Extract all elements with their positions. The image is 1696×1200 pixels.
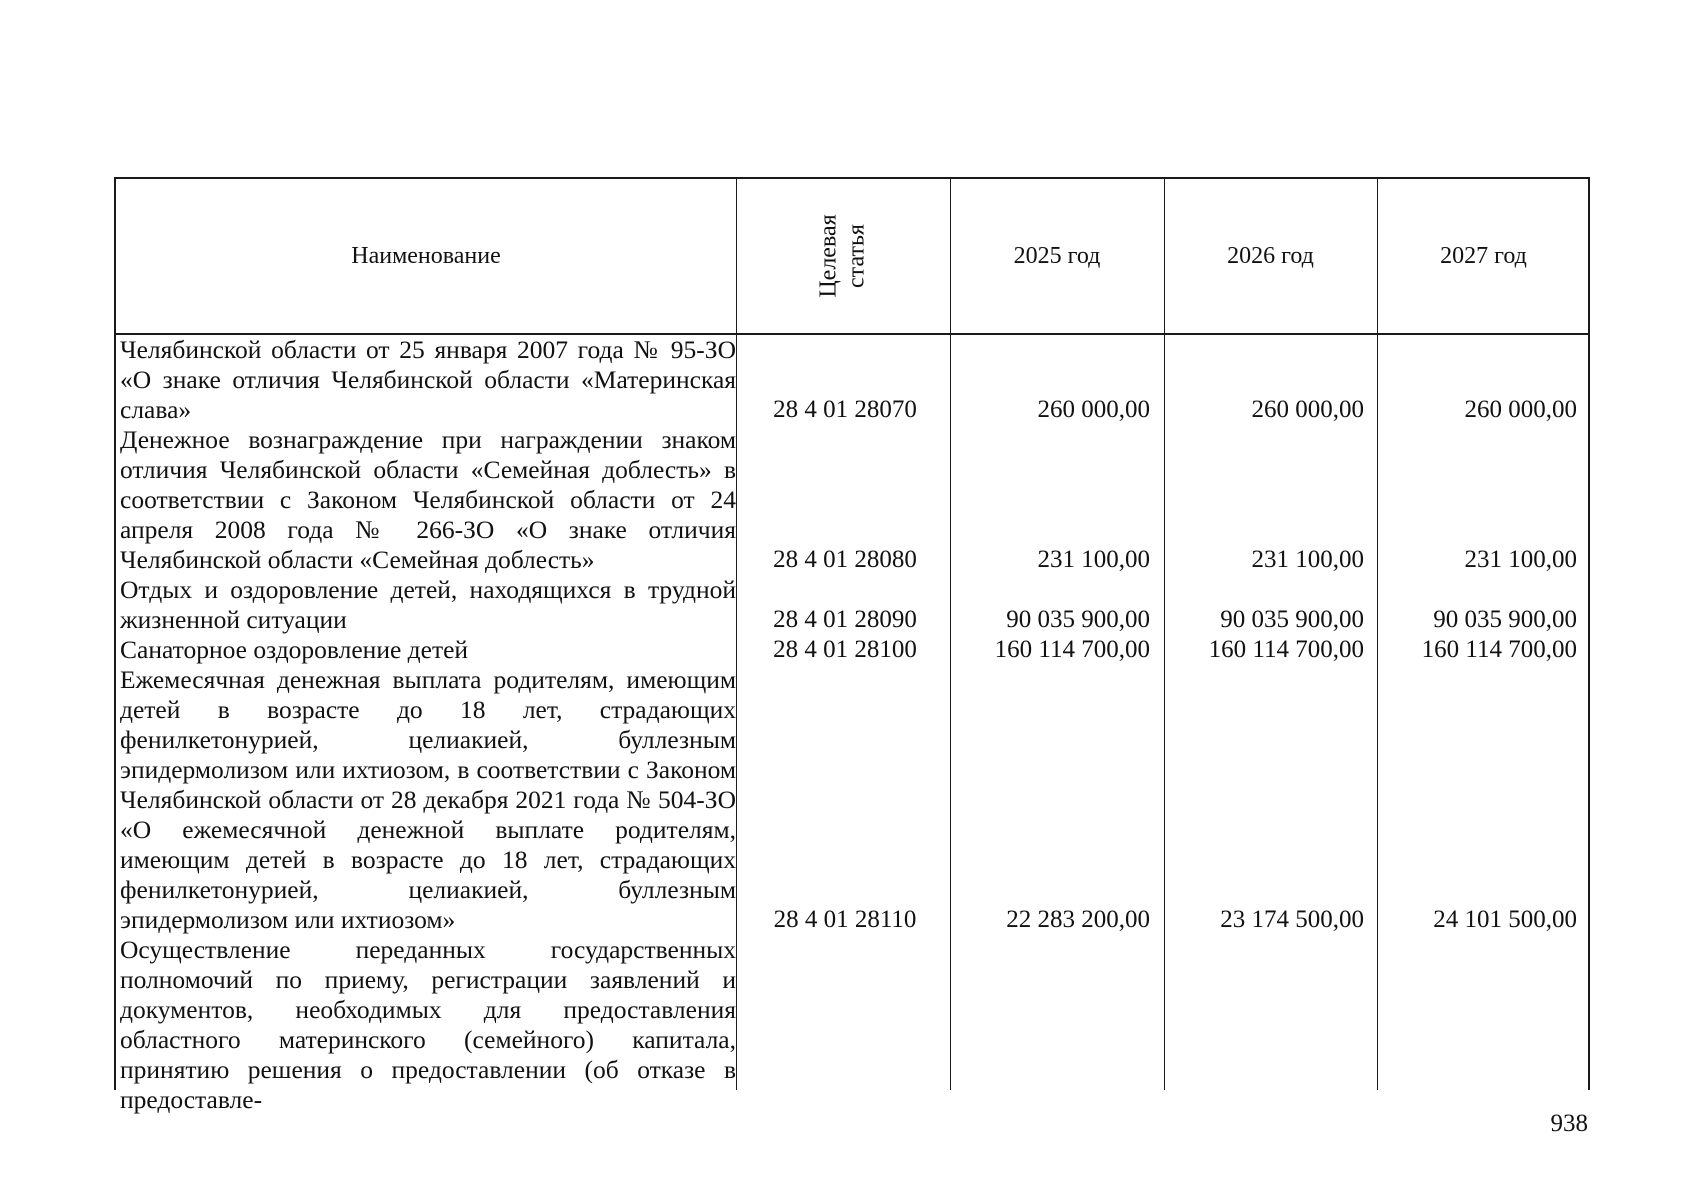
row-value-2025: 90 035 900,00 xyxy=(1006,606,1150,633)
row-value-2026: 23 174 500,00 xyxy=(1220,906,1364,933)
row-name: Санаторное оздоровление детей xyxy=(120,635,469,664)
row-name: Осуществление переданных государственных полномочий по приему, регистрации заявлений и документов, необходимых для предоставления областного материнского (семейного) капитала, принятию решения о предоставлении (об отказе в предоставле- xyxy=(120,935,736,1114)
header-year-2026 xyxy=(1164,179,1377,333)
row-code: 28 4 01 28090 xyxy=(773,606,917,633)
header-name xyxy=(116,179,736,333)
row-value-2025: 22 283 200,00 xyxy=(1006,906,1150,933)
row-name: Отдых и оздоровление детей, находящихся в трудной жизненной ситуации xyxy=(120,575,736,634)
row-value-2027: 90 035 900,00 xyxy=(1433,606,1577,633)
row-value-2025: 260 000,00 xyxy=(1037,396,1150,423)
row-name: Ежемесячная денежная выплата родителям, имеющим детей в возрасте до 18 лет, страдающих фенилкетонурией, целиакией, буллезным эпидермолизом или ихтиозом, в соответствии с Законом Челябинской области от 28 декабря 2021 года № 504-ЗО «О ежемесячной денежной выплате родителям, имеющим детей в возрасте до 18 лет, страдающих фенилкетонурией, целиакией, буллезным эпидермолизом или ихтиозом» xyxy=(120,665,736,934)
header-year-2027-label: 2027 год xyxy=(1440,242,1527,269)
budget-table xyxy=(114,177,1590,1114)
header-year-2025-label: 2025 год xyxy=(1013,242,1101,269)
header-year-2026-label: 2026 год xyxy=(1227,242,1314,269)
row-value-2025: 160 114 700,00 xyxy=(994,636,1150,663)
header-year-2025 xyxy=(950,179,1164,333)
row-name: Челябинской области от 25 января 2007 года № 95-ЗО «О знаке отличия Челябинской области «Материнская слава» xyxy=(120,335,736,424)
row-value-2026: 160 114 700,00 xyxy=(1208,636,1364,663)
row-code: 28 4 01 28080 xyxy=(773,546,917,573)
row-value-2027: 260 000,00 xyxy=(1464,396,1577,423)
header-target-line1: Целевая xyxy=(815,214,842,298)
row-value-2026: 260 000,00 xyxy=(1251,396,1364,423)
row-value-2027: 231 100,00 xyxy=(1464,546,1577,573)
row-value-2026: 231 100,00 xyxy=(1251,546,1364,573)
header-year-2027 xyxy=(1377,179,1590,333)
header-target-line2: статья xyxy=(843,224,870,288)
row-value-2027: 24 101 500,00 xyxy=(1433,906,1577,933)
row-value-2025: 231 100,00 xyxy=(1037,546,1150,573)
header-target-article-label xyxy=(815,214,871,297)
row-code: 28 4 01 28070 xyxy=(773,396,917,423)
table-body xyxy=(116,335,1588,1114)
row-value-2027: 160 114 700,00 xyxy=(1421,636,1577,663)
page-number: 938 xyxy=(1550,1110,1588,1137)
row-code: 28 4 01 28100 xyxy=(773,636,917,663)
row-value-2026: 90 035 900,00 xyxy=(1220,606,1364,633)
row-name: Денежное вознаграждение при награждении знаком отличия Челябинской области «Семейная доблесть» в соответствии с Законом Челябинской области от 24 апреля 2008 года № 266-ЗО «О знаке отличия Челябинской области «Семейная доблесть» xyxy=(120,425,736,574)
row-code: 28 4 01 28110 xyxy=(773,906,917,933)
header-name-label: Наименование xyxy=(351,242,501,269)
header-target-article xyxy=(736,179,950,333)
